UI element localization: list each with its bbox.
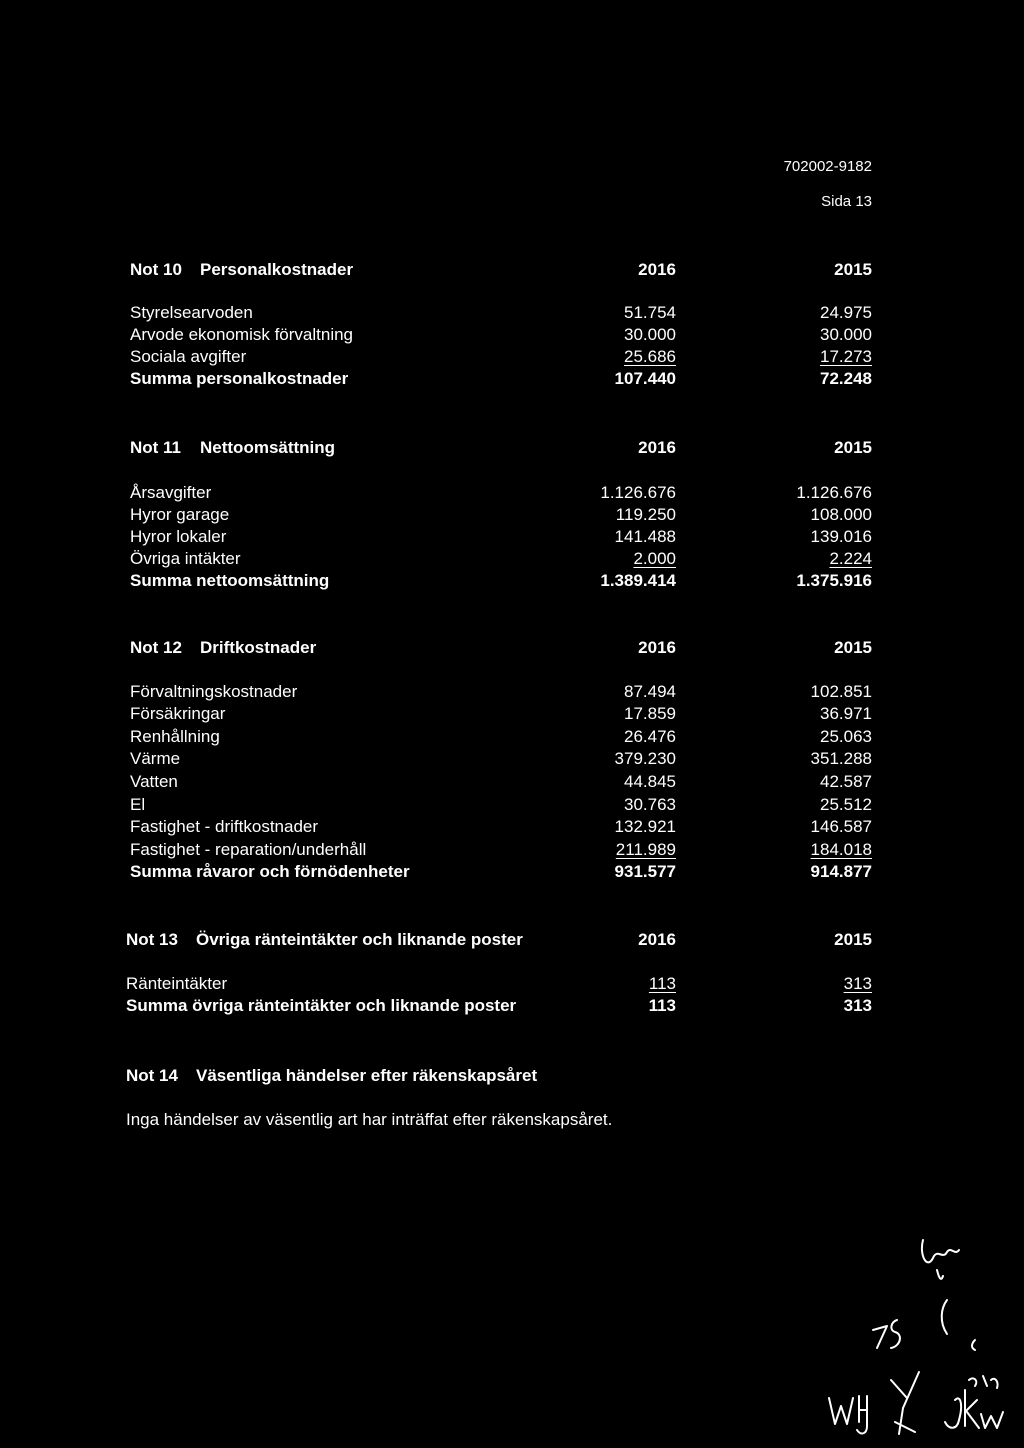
value-2016: 1.126.676 — [600, 483, 676, 502]
value-2016: 30.763 — [624, 795, 676, 814]
initial-y — [891, 1372, 919, 1434]
note-heading: Personalkostnader — [200, 260, 354, 279]
note-heading: Övriga ränteintäkter och liknande poster — [196, 930, 523, 949]
value-2016: 379.230 — [614, 749, 676, 768]
org-number: 702002-9182 — [783, 158, 872, 175]
value-2016: 211.989 — [615, 840, 676, 859]
total-label: Summa övriga ränteintäkter och liknande poster — [126, 996, 517, 1015]
total-2015: 72.248 — [820, 369, 872, 388]
row-label: Fastighet - reparation/underhåll — [130, 840, 367, 859]
value-2016: 132.921 — [614, 817, 676, 836]
row-label: El — [130, 795, 146, 814]
total-2015: 914.877 — [810, 862, 872, 881]
year-column-1: 2016 — [638, 638, 676, 657]
note-title — [130, 260, 353, 280]
row-label: Försäkringar — [130, 704, 226, 723]
row-label: Årsavgifter — [130, 483, 212, 502]
initial-75 — [873, 1320, 900, 1348]
handwritten-initials-signature — [815, 1230, 1015, 1440]
year-column-1: 2016 — [638, 438, 676, 457]
note-heading: Nettoomsättning — [200, 438, 336, 457]
table-row — [0, 727, 1024, 749]
page-number: Sida 13 — [821, 193, 872, 210]
year-column-2: 2015 — [834, 638, 872, 657]
value-2015: 102.851 — [810, 682, 872, 701]
value-2015: 17.273 — [820, 347, 872, 366]
value-2016: 17.859 — [624, 704, 676, 723]
value-2015: 351.288 — [810, 749, 872, 768]
table-row — [0, 527, 1024, 549]
row-label: Renhållning — [130, 727, 220, 746]
row-label: Styrelsearvoden — [130, 303, 253, 322]
value-2015: 146.587 — [810, 817, 872, 836]
initial-curve — [942, 1300, 947, 1334]
total-label: Summa personalkostnader — [130, 369, 349, 388]
note-14-body — [0, 1110, 1024, 1132]
value-2016: 119.250 — [615, 505, 676, 524]
note-text: Inga händelser av väsentlig art har inträffat efter räkenskapsåret. — [126, 1110, 613, 1129]
value-2016: 51.754 — [624, 303, 676, 322]
year-column-2: 2015 — [834, 930, 872, 949]
total-2016: 1.389.414 — [600, 571, 676, 590]
total-row — [0, 369, 1024, 391]
total-2015: 1.375.916 — [796, 571, 872, 590]
year-column-1: 2016 — [638, 930, 676, 949]
row-label: Arvode ekonomisk förvaltning — [130, 325, 354, 344]
total-2016: 107.440 — [614, 369, 676, 388]
total-2016: 931.577 — [614, 862, 676, 881]
row-label: Förvaltningskostnader — [130, 682, 298, 701]
row-label: Ränteintäkter — [126, 974, 228, 993]
total-2016: 113 — [648, 996, 676, 1015]
table-row — [0, 974, 1024, 996]
note-11-header — [0, 438, 1024, 460]
note-13-header — [0, 930, 1024, 952]
value-2016: 26.476 — [624, 727, 676, 746]
year-column-2: 2015 — [834, 260, 872, 279]
value-2015: 42.587 — [820, 772, 872, 791]
note-number: Not 13 — [126, 930, 178, 949]
table-row — [0, 840, 1024, 862]
table-row — [0, 505, 1024, 527]
total-row — [0, 996, 1024, 1018]
total-2015: 313 — [843, 996, 872, 1015]
total-label: Summa nettoomsättning — [130, 571, 330, 590]
row-label: Vatten — [130, 772, 178, 791]
initial-jkw — [945, 1376, 1003, 1428]
value-2015: 24.975 — [820, 303, 872, 322]
table-row — [0, 817, 1024, 839]
note-number: Not 11 — [130, 438, 182, 457]
row-label: Fastighet - driftkostnader — [130, 817, 319, 836]
row-label: Övriga intäkter — [130, 549, 241, 568]
value-2015: 184.018 — [810, 840, 872, 859]
table-row — [0, 749, 1024, 771]
table-row — [0, 682, 1024, 704]
value-2016: 30.000 — [624, 325, 676, 344]
value-2015: 108.000 — [810, 505, 872, 524]
value-2016: 87.494 — [624, 682, 676, 701]
row-label: Hyror garage — [130, 505, 230, 524]
year-column-2: 2015 — [834, 438, 872, 457]
note-title — [126, 930, 523, 950]
tick-mark — [972, 1340, 975, 1350]
total-label: Summa råvaror och förnödenheter — [130, 862, 410, 881]
table-row — [0, 772, 1024, 794]
row-label: Hyror lokaler — [130, 527, 227, 546]
note-14-header — [0, 1066, 1024, 1088]
note-heading: Väsentliga händelser efter räkenskapsåret — [196, 1066, 538, 1085]
total-row — [0, 571, 1024, 593]
note-12-header — [0, 638, 1024, 660]
note-number: Not 14 — [126, 1066, 178, 1085]
row-label: Sociala avgifter — [130, 347, 247, 366]
row-label: Värme — [130, 749, 181, 768]
table-row — [0, 347, 1024, 369]
note-title — [130, 438, 335, 458]
value-2015: 36.971 — [820, 704, 872, 723]
value-2016: 2.000 — [633, 549, 676, 568]
value-2016: 44.845 — [624, 772, 676, 791]
year-column-1: 2016 — [638, 260, 676, 279]
note-title — [130, 638, 316, 658]
initial-scribble-top — [922, 1240, 959, 1279]
value-2015: 25.512 — [820, 795, 872, 814]
note-number: Not 10 — [130, 260, 182, 279]
value-2016: 113 — [648, 974, 676, 993]
table-row — [0, 549, 1024, 571]
table-row — [0, 795, 1024, 817]
table-row — [0, 303, 1024, 325]
table-row — [0, 704, 1024, 726]
value-2015: 139.016 — [810, 527, 872, 546]
total-row — [0, 862, 1024, 884]
note-number: Not 12 — [130, 638, 182, 657]
value-2015: 25.063 — [820, 727, 872, 746]
note-10-header — [0, 260, 1024, 282]
note-title — [126, 1066, 537, 1086]
value-2016: 141.488 — [614, 527, 676, 546]
initial-whj — [829, 1396, 867, 1433]
value-2015: 2.224 — [829, 549, 872, 568]
value-2015: 1.126.676 — [796, 483, 872, 502]
value-2015: 313 — [843, 974, 872, 993]
value-2016: 25.686 — [624, 347, 676, 366]
table-row — [0, 483, 1024, 505]
value-2015: 30.000 — [820, 325, 872, 344]
table-row — [0, 325, 1024, 347]
note-heading: Driftkostnader — [200, 638, 317, 657]
